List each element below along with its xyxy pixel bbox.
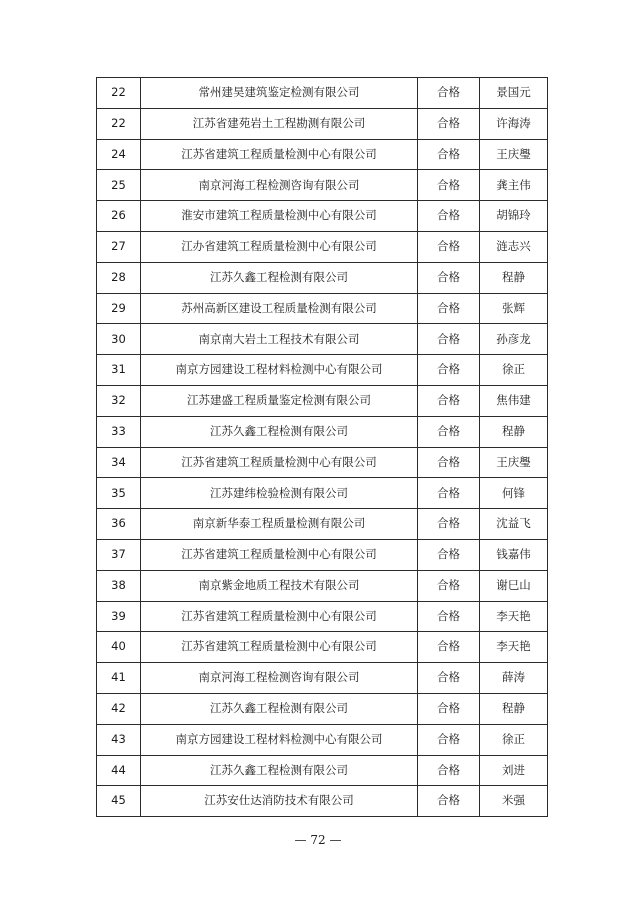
person-name-cell: 刘进 — [480, 755, 548, 786]
company-name-cell: 南京南大岩土工程技术有限公司 — [141, 324, 418, 355]
company-name-cell: 南京新华泰工程质量检测有限公司 — [141, 509, 418, 540]
row-number-cell: 27 — [97, 231, 141, 262]
company-name-cell: 江苏省建筑工程质量检测中心有限公司 — [141, 632, 418, 663]
row-number-cell: 34 — [97, 447, 141, 478]
row-number-cell: 29 — [97, 293, 141, 324]
table-row — [97, 724, 548, 755]
table-row — [97, 509, 548, 540]
person-name-cell: 程静 — [480, 262, 548, 293]
row-number-cell: 24 — [97, 139, 141, 170]
result-cell: 合格 — [418, 231, 480, 262]
table-row — [97, 231, 548, 262]
page-number: — 72 — — [294, 833, 342, 847]
person-name-cell: 张辉 — [480, 293, 548, 324]
person-name-cell: 涟志兴 — [480, 231, 548, 262]
result-cell: 合格 — [418, 539, 480, 570]
company-name-cell: 南京方园建设工程材料检测中心有限公司 — [141, 355, 418, 386]
company-name-cell: 江苏久鑫工程检测有限公司 — [141, 262, 418, 293]
table-row — [97, 324, 548, 355]
result-cell: 合格 — [418, 447, 480, 478]
company-name-cell: 江苏久鑫工程检测有限公司 — [141, 693, 418, 724]
person-name-cell: 李天艳 — [480, 632, 548, 663]
result-cell: 合格 — [418, 693, 480, 724]
result-cell: 合格 — [418, 78, 480, 109]
person-name-cell: 徐正 — [480, 724, 548, 755]
person-name-cell: 钱嘉伟 — [480, 539, 548, 570]
company-name-cell: 江苏省建筑工程质量检测中心有限公司 — [141, 447, 418, 478]
table-row — [97, 293, 548, 324]
table-row — [97, 755, 548, 786]
row-number-cell: 39 — [97, 601, 141, 632]
person-name-cell: 王庆璺 — [480, 139, 548, 170]
person-name-cell: 薛涛 — [480, 663, 548, 694]
result-cell: 合格 — [418, 385, 480, 416]
row-number-cell: 41 — [97, 663, 141, 694]
results-table-body — [97, 78, 548, 817]
row-number-cell: 32 — [97, 385, 141, 416]
person-name-cell: 何锋 — [480, 478, 548, 509]
company-name-cell: 淮安市建筑工程质量检测中心有限公司 — [141, 201, 418, 232]
result-cell: 合格 — [418, 416, 480, 447]
company-name-cell: 江苏省建筑工程质量检测中心有限公司 — [141, 139, 418, 170]
table-row — [97, 416, 548, 447]
company-name-cell: 江苏久鑫工程检测有限公司 — [141, 755, 418, 786]
row-number-cell: 45 — [97, 786, 141, 817]
table-row — [97, 601, 548, 632]
company-name-cell: 江苏安仕达消防技术有限公司 — [141, 786, 418, 817]
table-row — [97, 201, 548, 232]
company-name-cell: 苏州高新区建设工程质量检测有限公司 — [141, 293, 418, 324]
row-number-cell: 44 — [97, 755, 141, 786]
person-name-cell: 程静 — [480, 416, 548, 447]
company-name-cell: 南京河海工程检测咨询有限公司 — [141, 663, 418, 694]
row-number-cell: 42 — [97, 693, 141, 724]
row-number-cell: 43 — [97, 724, 141, 755]
table-row — [97, 355, 548, 386]
row-number-cell: 22 — [97, 78, 141, 109]
company-name-cell: 南京方园建设工程材料检测中心有限公司 — [141, 724, 418, 755]
row-number-cell: 36 — [97, 509, 141, 540]
result-cell: 合格 — [418, 355, 480, 386]
table-row — [97, 447, 548, 478]
table-row — [97, 262, 548, 293]
result-cell: 合格 — [418, 293, 480, 324]
person-name-cell: 谢巳山 — [480, 570, 548, 601]
table-row — [97, 632, 548, 663]
company-name-cell: 江苏久鑫工程检测有限公司 — [141, 416, 418, 447]
row-number-cell: 30 — [97, 324, 141, 355]
row-number-cell: 33 — [97, 416, 141, 447]
result-cell: 合格 — [418, 724, 480, 755]
table-row — [97, 478, 548, 509]
person-name-cell: 沈益飞 — [480, 509, 548, 540]
person-name-cell: 胡锦玲 — [480, 201, 548, 232]
person-name-cell: 徐正 — [480, 355, 548, 386]
table-row — [97, 385, 548, 416]
company-name-cell: 江办省建筑工程质量检测中心有限公司 — [141, 231, 418, 262]
person-name-cell: 李天艳 — [480, 601, 548, 632]
company-name-cell: 常州建昊建筑鉴定检测有限公司 — [141, 78, 418, 109]
row-number-cell: 31 — [97, 355, 141, 386]
result-cell: 合格 — [418, 663, 480, 694]
table-row — [97, 663, 548, 694]
row-number-cell: 22 — [97, 108, 141, 139]
person-name-cell: 程静 — [480, 693, 548, 724]
person-name-cell: 焦伟建 — [480, 385, 548, 416]
table-row — [97, 108, 548, 139]
company-name-cell: 江苏省建苑岩土工程勘测有限公司 — [141, 108, 418, 139]
row-number-cell: 25 — [97, 170, 141, 201]
company-name-cell: 江苏省建筑工程质量检测中心有限公司 — [141, 601, 418, 632]
result-cell: 合格 — [418, 108, 480, 139]
results-table — [96, 77, 548, 817]
result-cell: 合格 — [418, 570, 480, 601]
row-number-cell: 26 — [97, 201, 141, 232]
person-name-cell: 米强 — [480, 786, 548, 817]
person-name-cell: 孙彦龙 — [480, 324, 548, 355]
table-row — [97, 78, 548, 109]
row-number-cell: 40 — [97, 632, 141, 663]
person-name-cell: 王庆璺 — [480, 447, 548, 478]
result-cell: 合格 — [418, 786, 480, 817]
result-cell: 合格 — [418, 170, 480, 201]
table-row — [97, 693, 548, 724]
row-number-cell: 35 — [97, 478, 141, 509]
person-name-cell: 景国元 — [480, 78, 548, 109]
table-row — [97, 786, 548, 817]
company-name-cell: 江苏建纬检验检测有限公司 — [141, 478, 418, 509]
person-name-cell: 龚主伟 — [480, 170, 548, 201]
row-number-cell: 38 — [97, 570, 141, 601]
row-number-cell: 37 — [97, 539, 141, 570]
result-cell: 合格 — [418, 262, 480, 293]
result-cell: 合格 — [418, 201, 480, 232]
table-row — [97, 139, 548, 170]
company-name-cell: 江苏建盛工程质量鉴定检测有限公司 — [141, 385, 418, 416]
result-cell: 合格 — [418, 632, 480, 663]
result-cell: 合格 — [418, 324, 480, 355]
company-name-cell: 南京河海工程检测咨询有限公司 — [141, 170, 418, 201]
result-cell: 合格 — [418, 509, 480, 540]
person-name-cell: 许海涛 — [480, 108, 548, 139]
table-row — [97, 170, 548, 201]
company-name-cell: 南京紫金地质工程技术有限公司 — [141, 570, 418, 601]
table-row — [97, 570, 548, 601]
result-cell: 合格 — [418, 755, 480, 786]
result-cell: 合格 — [418, 601, 480, 632]
row-number-cell: 28 — [97, 262, 141, 293]
result-cell: 合格 — [418, 478, 480, 509]
result-cell: 合格 — [418, 139, 480, 170]
table-row — [97, 539, 548, 570]
company-name-cell: 江苏省建筑工程质量检测中心有限公司 — [141, 539, 418, 570]
